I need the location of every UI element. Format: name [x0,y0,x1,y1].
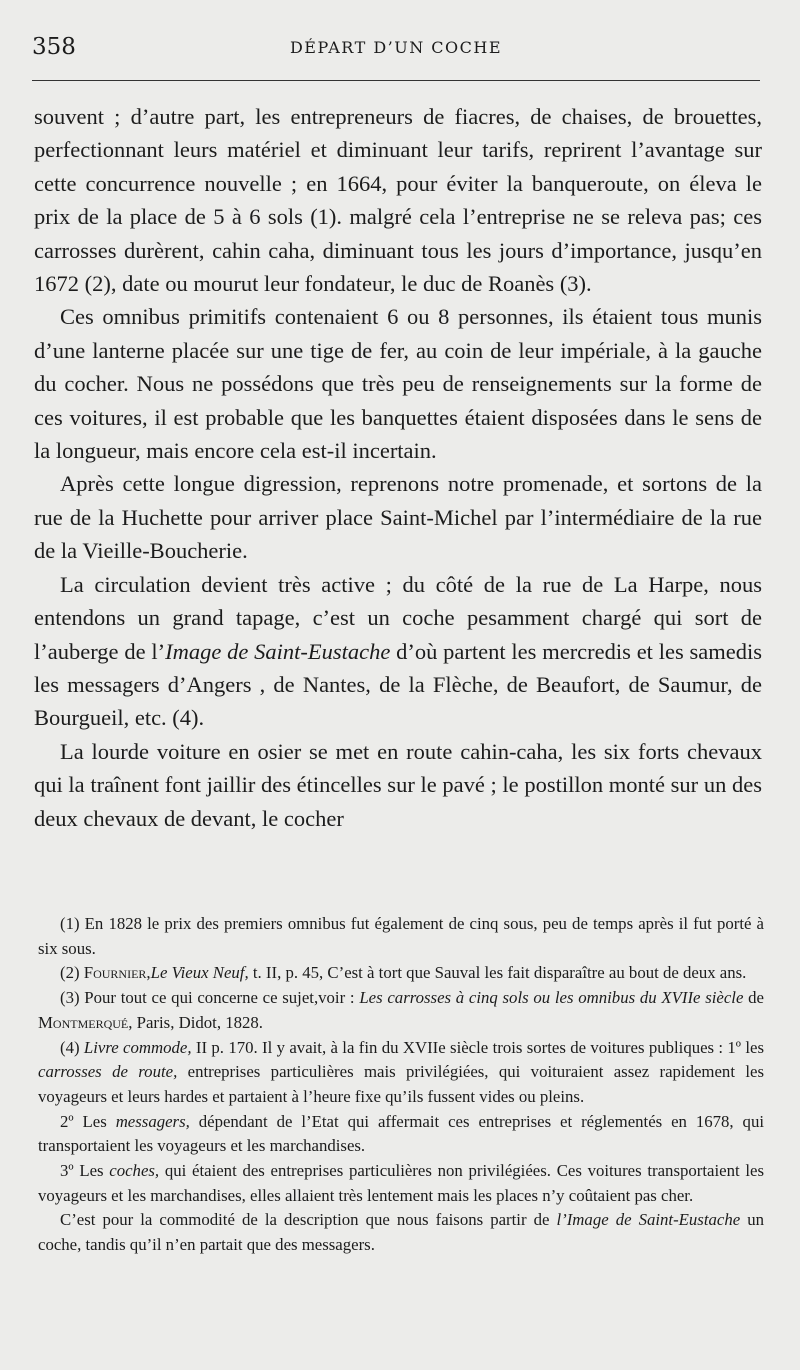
footnote-2 [38,961,764,986]
footnote-italic: coches, [109,1161,160,1181]
footnote-title: Le Vieux Neuf, [150,963,249,983]
footnote-text: , Paris, Didot, 1828. [128,1012,263,1032]
footnote-text: 3º Les [60,1161,110,1181]
footnote-text: t. II, p. 45, C’est à tort que Sauval les fait disparaître au bout de deux ans. [248,963,747,983]
footnote-4 [38,1036,764,1110]
italic-place-name: Image de Saint-Eustache [165,638,391,664]
main-text [34,100,762,835]
footnote-3 [38,986,764,1035]
page-number: 358 [32,34,76,60]
footnote-text: II p. 170. Il y avait, à la fin du XVIIe siècle trois sortes de voitures publiques : 1º les [191,1037,764,1057]
page-header [32,34,760,64]
footnote-author: Montmerqué [38,1012,129,1032]
footnote-text: 2º Les [60,1111,116,1131]
paragraph: souvent ; d’autre part, les entrepreneurs de fiacres, de chaises, de brouettes, perfectionnant leurs matériel et diminuant leur tarifs, reprirent l’avantage sur cette concurrence nouvelle ; en 1664, pour éviter la banqueroute, on éleva le prix de la place de 5 à 6 sols (1). malgré cela l’entreprise ne se releva pas; ces carrosses durèrent, cahin caha, diminuant tous les jours d’importance, jusqu’en 1672 (2), date ou mourut leur fondateur, le duc de Roanès (3). [34,104,762,297]
footnote-text: (3) Pour tout ce qui concerne ce sujet,voir : [60,988,360,1008]
footnote-1: (1) En 1828 le prix des premiers omnibus fut également de cinq sous, peu de temps après il fut porté à six sous. [38,914,764,958]
paragraph: Ces omnibus primitifs contenaient 6 ou 8 personnes, ils étaient tous munis d’une lanterne placée sur une tige de fer, au coin de leur impériale, à la gauche du cocher. Nous ne possédons que très peu de renseignements sur la forme de ces voitures, il est probable que les banquettes étaient disposées dans le sens de la longueur, mais encore cela est-il incertain. [34,304,762,464]
footnote-italic: messagers, [115,1111,190,1131]
footnote-title: Livre commode, [83,1037,192,1057]
footnote-author: Fournier, [83,963,151,983]
footnote-text: un coche, tandis qu’il n’en partait que des messagers. [38,1210,765,1255]
footnote-italic: l’Image de Saint-Eustache [556,1210,741,1230]
footnote-4-note [38,1208,764,1257]
footnote-text: (4) [60,1037,84,1057]
footnote-4-item-3 [38,1159,764,1208]
footnote-text: C’est pour la commodité de la description que nous faisons partir de [60,1210,557,1230]
footnote-text: qui étaient des entreprises particulières non privilégiées. Ces voitures transportaient les voyageurs et les marchandises, elles allaient très lentement mais les places n’y coûtaient pas cher. [38,1161,764,1205]
footnotes [38,912,764,1258]
paragraph: Après cette longue digression, reprenons notre promenade, et sortons de la rue de la Huchette pour arriver place Saint-Michel par l’intermédiaire de la rue de la Vieille-Boucherie. [34,471,762,564]
running-title: DÉPART D’UN COCHE [289,38,503,57]
footnote-text: (2) [60,963,84,983]
footnote-4-item-2 [38,1110,764,1159]
paragraph [34,568,762,735]
footnote-italic: carrosses de route, [38,1062,178,1082]
paragraph-text: d’où partent les mercredis et les samedis les messagers d’Angers , de Nantes, de la Flèche, de Beaufort, de Saumur, de Bourgueil, etc. (4). [34,638,762,731]
paragraph-text: La circulation devient très active ; du côté de la rue de La Harpe, nous entendons un grand tapage, c’est un coche pesamment chargé qui sort de l’auberge de l’ [34,571,762,664]
footnote-text: entreprises particulières mais privilégiées, qui voituraient assez rapidement les voyageurs et leurs hardes et partaient à l’heure fixe qu’ils fussent vides ou pleins. [38,1062,764,1106]
footnote-title: Les carrosses à cinq sols ou les omnibus du XVIIe siècle [359,988,744,1008]
header-rule [32,80,760,81]
paragraph: La lourde voiture en osier se met en route cahin-caha, les six forts chevaux qui la traînent font jaillir des étincelles sur le pavé ; le postillon monté sur un des deux chevaux de devant, le cocher [34,738,762,831]
footnote-text: de [743,988,764,1008]
footnote-text: dépendant de l’Etat qui affermait ces entreprises et réglementés en 1678, qui transportaient les voyageurs et les marchandises. [38,1111,764,1156]
